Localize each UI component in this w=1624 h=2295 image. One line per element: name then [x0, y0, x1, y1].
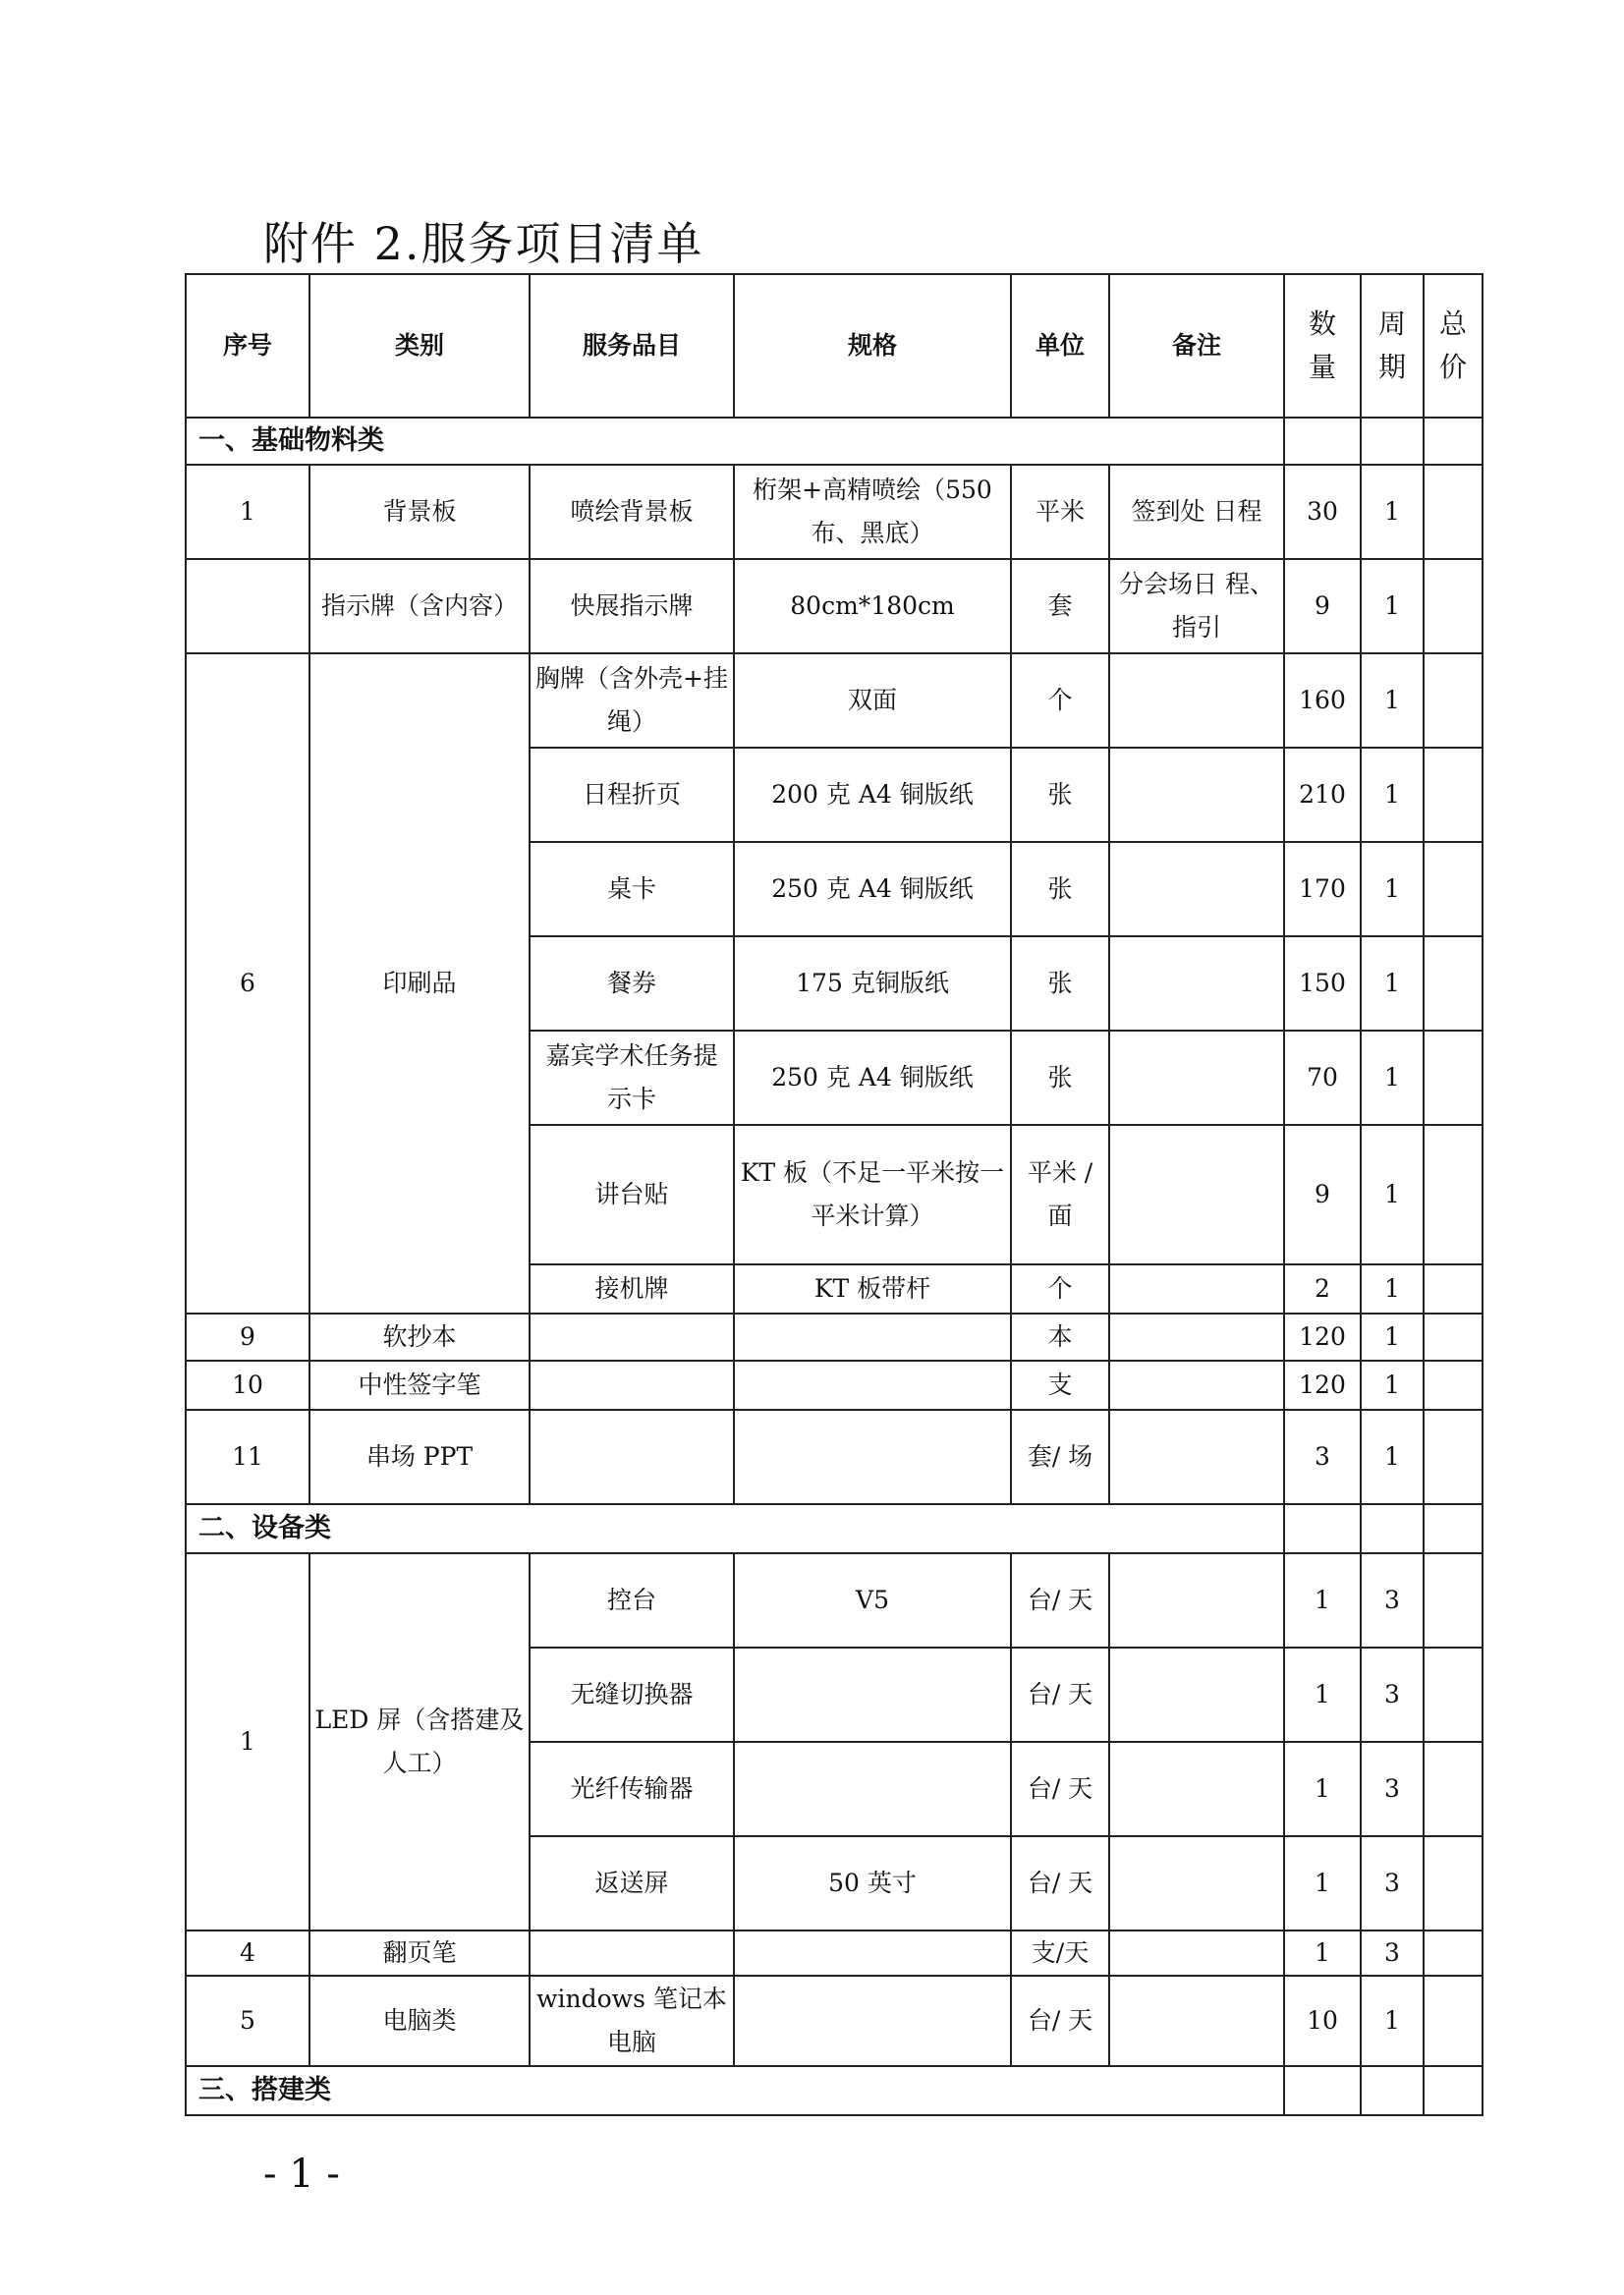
cell-item: [530, 1314, 734, 1361]
cell-period: 1: [1361, 1264, 1424, 1314]
cell-unit: 台/ 天: [1011, 1976, 1109, 2066]
cell-period: 3: [1361, 1648, 1424, 1742]
cell-category: 背景板: [309, 465, 530, 559]
table-row: [186, 1361, 1483, 1410]
cell-quantity: 2: [1284, 1264, 1361, 1314]
cell-quantity: 120: [1284, 1361, 1361, 1410]
cell-item: 餐券: [530, 936, 734, 1031]
header-category: 类别: [309, 274, 530, 418]
cell: [1361, 2066, 1424, 2115]
cell-remark: [1109, 1125, 1284, 1264]
cell-unit: 支/天: [1011, 1931, 1109, 1976]
header-period: [1361, 274, 1424, 418]
section-row: [186, 418, 1483, 465]
cell-unit: 张: [1011, 748, 1109, 842]
table-row: [186, 465, 1483, 559]
cell-unit: 台/ 天: [1011, 1553, 1109, 1648]
cell-spec: [734, 1976, 1011, 2066]
table-row: [186, 653, 1483, 748]
cell-period: 1: [1361, 465, 1424, 559]
cell-category: 指示牌（含内容）: [309, 559, 530, 653]
cell-quantity: 160: [1284, 653, 1361, 748]
cell-period: 3: [1361, 1836, 1424, 1931]
cell-period: 1: [1361, 1976, 1424, 2066]
cell-unit: 套: [1011, 559, 1109, 653]
cell-category: 印刷品: [309, 653, 530, 1314]
header-period-line1: 周: [1377, 308, 1406, 340]
cell-period: 1: [1361, 936, 1424, 1031]
header-total-line2: 价: [1438, 351, 1467, 383]
cell-remark: [1109, 936, 1284, 1031]
cell-unit: 个: [1011, 1264, 1109, 1314]
cell-item: [530, 1410, 734, 1504]
cell-item: 嘉宾学术任务提示卡: [530, 1031, 734, 1125]
cell-item: 接机牌: [530, 1264, 734, 1314]
header-quantity-line1: 数: [1308, 308, 1336, 340]
cell-unit: 平米 /面: [1011, 1125, 1109, 1264]
cell-spec: 80cm*180cm: [734, 559, 1011, 653]
cell-quantity: 1: [1284, 1648, 1361, 1742]
cell-quantity: 1: [1284, 1836, 1361, 1931]
cell-total: [1424, 1976, 1483, 2066]
cell-unit: 本: [1011, 1314, 1109, 1361]
cell: [1284, 418, 1361, 465]
cell-spec: KT 板带杆: [734, 1264, 1011, 1314]
cell-remark: [1109, 1931, 1284, 1976]
cell-period: 3: [1361, 1742, 1424, 1836]
page-title: 附件 2.服务项目清单: [263, 217, 704, 270]
cell-quantity: 9: [1284, 559, 1361, 653]
cell-spec: 双面: [734, 653, 1011, 748]
cell-total: [1424, 842, 1483, 936]
header-quantity-line2: 量: [1308, 351, 1336, 383]
cell: [1424, 1504, 1483, 1553]
cell-quantity: 120: [1284, 1314, 1361, 1361]
cell-remark: [1109, 1836, 1284, 1931]
cell-total: [1424, 748, 1483, 842]
cell-spec: 200 克 A4 铜版纸: [734, 748, 1011, 842]
cell-quantity: 70: [1284, 1031, 1361, 1125]
section-title: 二、设备类: [186, 1504, 1284, 1553]
table-row: [186, 1976, 1483, 2066]
cell-unit: 张: [1011, 1031, 1109, 1125]
cell-no: 6: [186, 653, 309, 1314]
cell-total: [1424, 1361, 1483, 1410]
cell-no: 9: [186, 1314, 309, 1361]
cell-quantity: 1: [1284, 1931, 1361, 1976]
table-header-row: [186, 274, 1483, 418]
cell-item: 胸牌（含外壳+挂绳）: [530, 653, 734, 748]
cell-remark: [1109, 1031, 1284, 1125]
cell-no: 4: [186, 1931, 309, 1976]
table-row: [186, 559, 1483, 653]
table-row: [186, 1931, 1483, 1976]
table-row: [186, 1314, 1483, 1361]
cell-quantity: 150: [1284, 936, 1361, 1031]
cell-remark: [1109, 1264, 1284, 1314]
header-item: 服务品目: [530, 274, 734, 418]
cell-period: 1: [1361, 559, 1424, 653]
cell-no: 1: [186, 465, 309, 559]
cell-item: 控台: [530, 1553, 734, 1648]
cell: [1424, 2066, 1483, 2115]
cell-remark: 分会场日 程、指引: [1109, 559, 1284, 653]
header-remark: 备注: [1109, 274, 1284, 418]
cell-total: [1424, 559, 1483, 653]
section-row: [186, 1504, 1483, 1553]
cell-spec: 50 英寸: [734, 1836, 1011, 1931]
cell-period: 3: [1361, 1931, 1424, 1976]
cell-item: 喷绘背景板: [530, 465, 734, 559]
cell-unit: 张: [1011, 936, 1109, 1031]
cell-total: [1424, 1648, 1483, 1742]
cell-remark: [1109, 1314, 1284, 1361]
cell-unit: 套/ 场: [1011, 1410, 1109, 1504]
cell-quantity: 3: [1284, 1410, 1361, 1504]
cell-item: 日程折页: [530, 748, 734, 842]
cell-period: 1: [1361, 748, 1424, 842]
cell-unit: 台/ 天: [1011, 1836, 1109, 1931]
cell: [1284, 1504, 1361, 1553]
cell-total: [1424, 1931, 1483, 1976]
cell-item: [530, 1931, 734, 1976]
cell-remark: [1109, 1361, 1284, 1410]
section-title: 三、搭建类: [186, 2066, 1284, 2115]
cell-spec: [734, 1314, 1011, 1361]
cell-unit: 个: [1011, 653, 1109, 748]
cell-spec: 250 克 A4 铜版纸: [734, 1031, 1011, 1125]
cell: [1361, 418, 1424, 465]
cell-category: LED 屏（含搭建及人工）: [309, 1553, 530, 1931]
cell-remark: 签到处 日程: [1109, 465, 1284, 559]
cell-period: 1: [1361, 1031, 1424, 1125]
cell-no: 1: [186, 1553, 309, 1931]
cell-period: 1: [1361, 842, 1424, 936]
cell-period: 1: [1361, 1410, 1424, 1504]
cell-total: [1424, 1314, 1483, 1361]
cell-total: [1424, 1410, 1483, 1504]
cell-category: 软抄本: [309, 1314, 530, 1361]
header-no: 序号: [186, 274, 309, 418]
cell-spec: 250 克 A4 铜版纸: [734, 842, 1011, 936]
cell-remark: [1109, 1742, 1284, 1836]
cell-spec: [734, 1361, 1011, 1410]
cell: [1361, 1504, 1424, 1553]
service-items-table: [185, 273, 1484, 2116]
cell-unit: 支: [1011, 1361, 1109, 1410]
header-period-line2: 期: [1377, 351, 1406, 383]
cell-spec: [734, 1742, 1011, 1836]
cell-quantity: 170: [1284, 842, 1361, 936]
cell-category: 翻页笔: [309, 1931, 530, 1976]
cell-remark: [1109, 1976, 1284, 2066]
cell-spec: [734, 1648, 1011, 1742]
cell-unit: 张: [1011, 842, 1109, 936]
page-number: - 1 -: [263, 2152, 340, 2197]
table-row: [186, 1553, 1483, 1648]
cell-quantity: 1: [1284, 1553, 1361, 1648]
cell-quantity: 10: [1284, 1976, 1361, 2066]
cell-category: 电脑类: [309, 1976, 530, 2066]
cell-total: [1424, 1264, 1483, 1314]
cell-spec: 175 克铜版纸: [734, 936, 1011, 1031]
cell-remark: [1109, 1553, 1284, 1648]
cell-remark: [1109, 748, 1284, 842]
header-unit: 单位: [1011, 274, 1109, 418]
cell-spec: [734, 1931, 1011, 1976]
cell-period: 3: [1361, 1553, 1424, 1648]
header-total-line1: 总: [1438, 308, 1467, 340]
cell-period: 1: [1361, 1314, 1424, 1361]
cell-total: [1424, 936, 1483, 1031]
section-title: 一、基础物料类: [186, 418, 1284, 465]
cell-no: 11: [186, 1410, 309, 1504]
cell-total: [1424, 1125, 1483, 1264]
cell-category: 中性签字笔: [309, 1361, 530, 1410]
header-quantity: [1284, 274, 1361, 418]
cell-unit: 台/ 天: [1011, 1648, 1109, 1742]
cell-spec: KT 板（不足一平米按一平米计算）: [734, 1125, 1011, 1264]
cell-spec: V5: [734, 1553, 1011, 1648]
cell-no: 10: [186, 1361, 309, 1410]
cell: [1284, 2066, 1361, 2115]
cell-remark: [1109, 1410, 1284, 1504]
cell-quantity: 9: [1284, 1125, 1361, 1264]
cell-quantity: 210: [1284, 748, 1361, 842]
cell-unit: 平米: [1011, 465, 1109, 559]
cell-quantity: 30: [1284, 465, 1361, 559]
cell-item: 光纤传输器: [530, 1742, 734, 1836]
cell-total: [1424, 1553, 1483, 1648]
cell-item: 无缝切换器: [530, 1648, 734, 1742]
cell-total: [1424, 1836, 1483, 1931]
table-row: [186, 1410, 1483, 1504]
cell-remark: [1109, 1648, 1284, 1742]
cell: [1424, 418, 1483, 465]
section-row: [186, 2066, 1483, 2115]
header-total: [1424, 274, 1483, 418]
cell-spec: [734, 1410, 1011, 1504]
cell-total: [1424, 1031, 1483, 1125]
cell-category: 串场 PPT: [309, 1410, 530, 1504]
cell-spec: 桁架+高精喷绘（550 布、黑底）: [734, 465, 1011, 559]
cell-item: 桌卡: [530, 842, 734, 936]
cell-no: 5: [186, 1976, 309, 2066]
cell-remark: [1109, 653, 1284, 748]
cell-unit: 台/ 天: [1011, 1742, 1109, 1836]
cell-item: [530, 1361, 734, 1410]
cell-item: windows 笔记本电脑: [530, 1976, 734, 2066]
cell-no: [186, 559, 309, 653]
cell-item: 返送屏: [530, 1836, 734, 1931]
cell-remark: [1109, 842, 1284, 936]
cell-period: 1: [1361, 653, 1424, 748]
cell-total: [1424, 653, 1483, 748]
cell-total: [1424, 1742, 1483, 1836]
cell-period: 1: [1361, 1125, 1424, 1264]
cell-item: 快展指示牌: [530, 559, 734, 653]
cell-quantity: 1: [1284, 1742, 1361, 1836]
cell-total: [1424, 465, 1483, 559]
cell-item: 讲台贴: [530, 1125, 734, 1264]
header-spec: 规格: [734, 274, 1011, 418]
cell-period: 1: [1361, 1361, 1424, 1410]
